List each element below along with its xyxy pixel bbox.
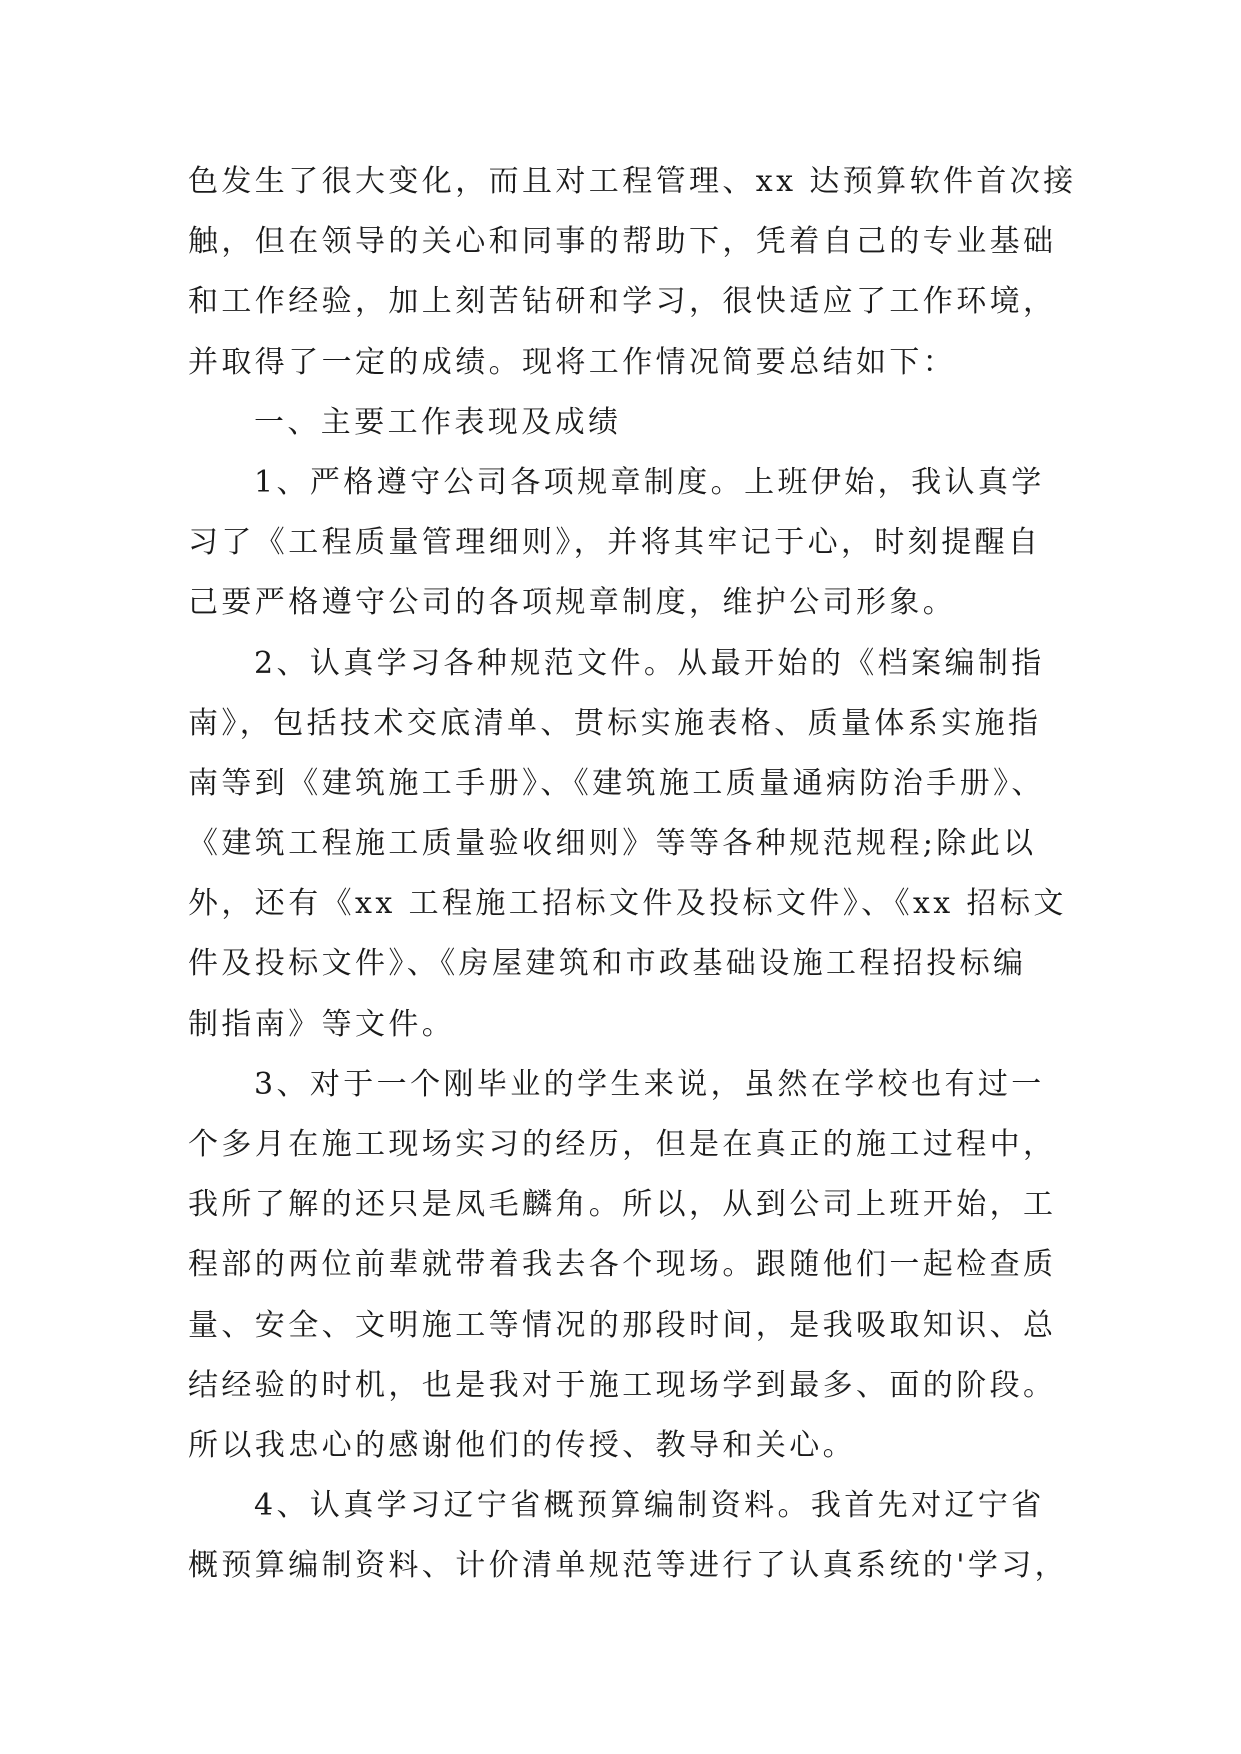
paragraph-start-line: 3、对于一个刚毕业的学生来说，虽然在学校也有过一 <box>254 1066 1045 1102</box>
text-line: 习了《工程质量管理细则》，并将其牢记于心，时刻提醒自 <box>188 525 1042 561</box>
text-line: 程部的两位前辈就带着我去各个现场。跟随他们一起检查质 <box>188 1247 1057 1283</box>
text-line: 南》，包括技术交底清单、贯标实施表格、质量体系实施指 <box>188 705 1042 741</box>
document-body <box>188 152 1077 1597</box>
text-line: 并取得了一定的成绩。现将工作情况简要总结如下： <box>188 344 957 380</box>
text-line: 色发生了很大变化，而且对工程管理、xx 达预算软件首次接 <box>188 164 1077 199</box>
text-line: 概预算编制资料、计价清单规范等进行了认真系统的'学习， <box>188 1548 1069 1584</box>
text-line: 南等到《建筑施工手册》、《建筑施工质量通病防治手册》、 <box>188 765 1045 801</box>
paragraph-start-line: 4、认真学习辽宁省概预算编制资料。我首先对辽宁省 <box>254 1488 1045 1524</box>
text-line: 结经验的时机，也是我对于施工现场学到最多、面的阶段。 <box>188 1367 1057 1403</box>
text-line: 触，但在领导的关心和同事的帮助下，凭着自己的专业基础 <box>188 224 1057 260</box>
text-line: 《建筑工程施工质量验收细则》等等各种规范规程;除此以 <box>188 826 1037 862</box>
text-line: 量、安全、文明施工等情况的那段时间，是我吸取知识、总 <box>188 1307 1057 1343</box>
text-line: 所以我忠心的感谢他们的传授、教导和关心。 <box>188 1427 856 1463</box>
text-line: 和工作经验，加上刻苦钻研和学习，很快适应了工作环境， <box>188 284 1057 320</box>
text-line: 己要严格遵守公司的各项规章制度，维护公司形象。 <box>188 585 957 621</box>
text-line: 我所了解的还只是凤毛麟角。所以，从到公司上班开始，工 <box>188 1187 1057 1223</box>
text-line: 制指南》等文件。 <box>188 1006 456 1042</box>
text-line: 外，还有《xx 工程施工招标文件及投标文件》、《xx 招标文 <box>188 886 1067 922</box>
paragraph-start-line: 1、严格遵守公司各项规章制度。上班伊始，我认真学 <box>254 464 1045 500</box>
text-line: 个多月在施工现场实习的经历，但是在真正的施工过程中， <box>188 1127 1057 1162</box>
section-heading: 一、主要工作表现及成绩 <box>254 404 622 440</box>
paragraph-start-line: 2、认真学习各种规范文件。从最开始的《档案编制指 <box>254 645 1045 681</box>
text-line: 件及投标文件》、《房屋建筑和市政基础设施工程招投标编 <box>188 946 1027 982</box>
